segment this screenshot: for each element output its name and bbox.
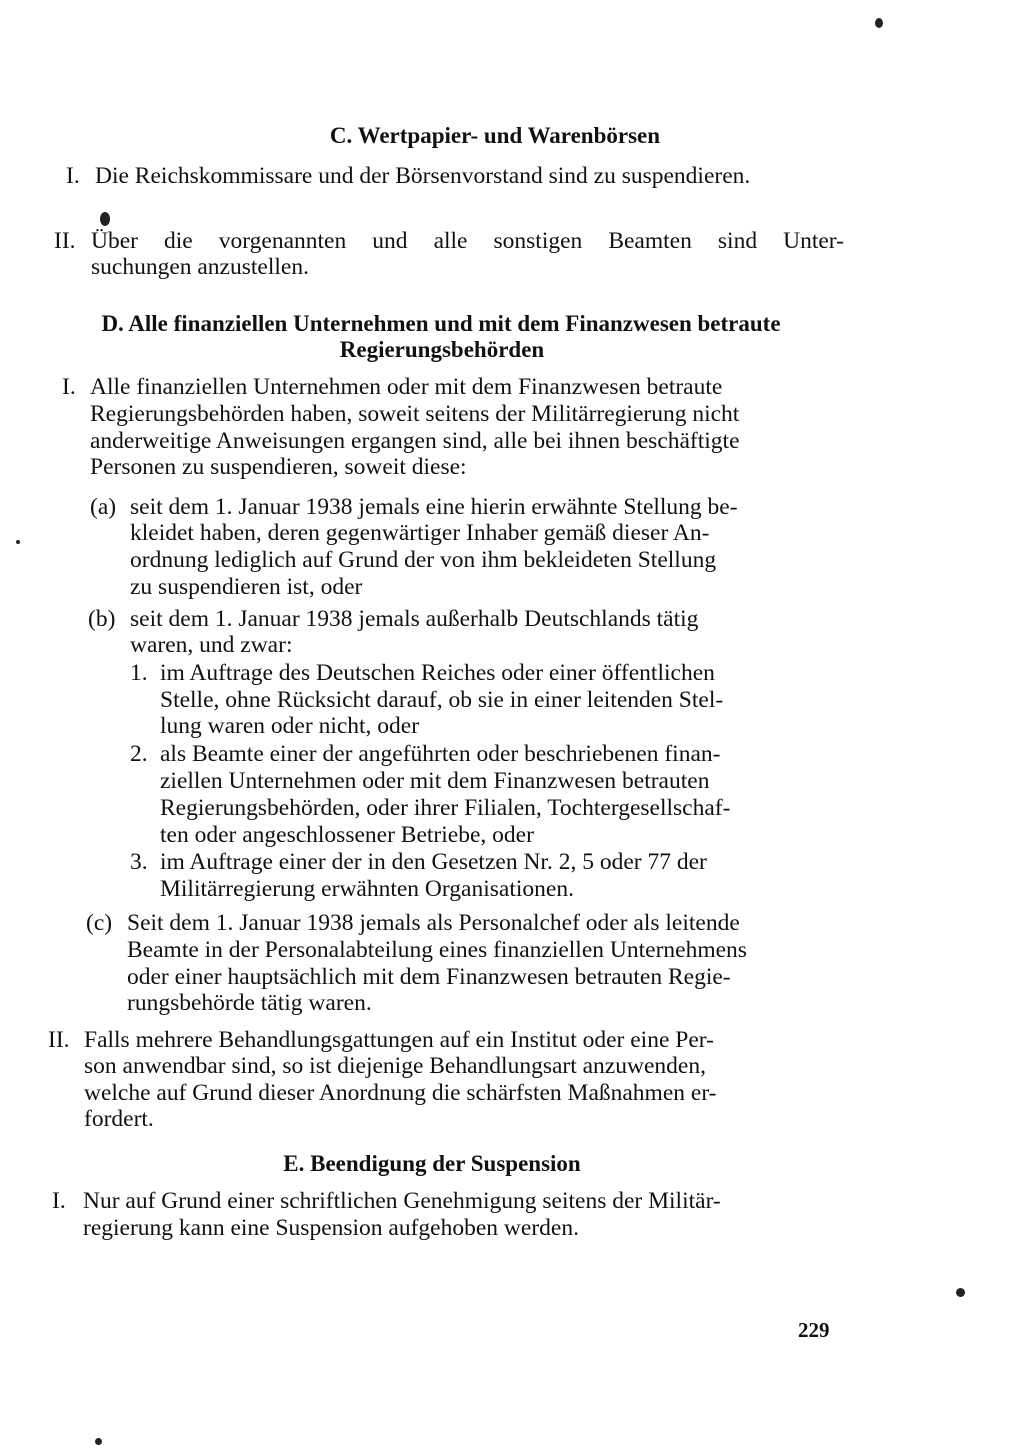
- subitem-a-label: (a): [90, 494, 117, 520]
- word: Über: [91, 228, 138, 254]
- section-c-item-2-number: II.: [54, 228, 76, 254]
- section-d-item-1-line-2: Regierungsbehörden haben, soweit seitens der Militärregierung nicht: [90, 401, 740, 427]
- scan-speck: [95, 1438, 102, 1445]
- subitem-a-line-3: ordnung lediglich auf Grund der von ihm bekleideten Stellung: [130, 547, 717, 573]
- subitem-b-3-number: 3.: [130, 849, 148, 875]
- page-number: 229: [798, 1318, 830, 1342]
- section-d-item-1-line-3: anderweitige Anweisungen ergangen sind, alle bei ihnen beschäftigte: [90, 428, 740, 454]
- section-d-heading-line-2: Regierungsbehörden: [339, 337, 545, 362]
- word: vorgenannten: [218, 228, 347, 254]
- section-d-item-2-line-1: Falls mehrere Behandlungsgattungen auf ein Institut oder eine Per-: [84, 1027, 714, 1053]
- section-d-item-1-line-4: Personen zu suspendieren, soweit diese:: [90, 454, 467, 480]
- section-e-heading: E. Beendigung der Suspension: [283, 1151, 581, 1176]
- subitem-b-2-line-1: als Beamte einer der angeführten oder beschriebenen finan-: [160, 741, 721, 767]
- section-d-item-1-number: I.: [62, 374, 76, 400]
- section-e-item-1-line-2: regierung kann eine Suspension aufgehoben werden.: [83, 1215, 579, 1241]
- subitem-a-line-2: kleidet haben, deren gegenwärtiger Inhaber gemäß dieser An-: [130, 520, 710, 546]
- subitem-a-line-4: zu suspendieren ist, oder: [130, 574, 363, 600]
- subitem-b-3-line-2: Militärregierung erwähnten Organisationen.: [160, 876, 574, 902]
- word: alle: [433, 228, 468, 254]
- section-c-item-1-line-1: Die Reichskommissare und der Börsenvorstand sind zu suspendieren.: [95, 163, 751, 189]
- section-d-item-2-line-3: welche auf Grund dieser Anordnung die schärfsten Maßnahmen er-: [84, 1080, 717, 1106]
- subitem-b-2-line-2: ziellen Unternehmen oder mit dem Finanzwesen betrauten: [160, 768, 710, 794]
- scan-speck: [956, 1288, 965, 1297]
- subitem-c-label: (c): [86, 910, 113, 936]
- subitem-b-1-number: 1.: [130, 660, 148, 686]
- word: Beamten: [608, 228, 692, 254]
- subitem-b-1-line-1: im Auftrage des Deutschen Reiches oder einer öffentlichen: [160, 660, 715, 686]
- subitem-c-line-4: rungsbehörde tätig waren.: [127, 990, 372, 1016]
- subitem-c-line-1: Seit dem 1. Januar 1938 jemals als Personalchef oder als leitende: [127, 910, 740, 936]
- section-d-item-2-line-2: son anwendbar sind, so ist diejenige Behandlungsart anzuwenden,: [84, 1053, 706, 1079]
- scan-speck: [875, 18, 883, 28]
- subitem-c-line-2: Beamte in der Personalabteilung eines finanziellen Unternehmens: [127, 937, 747, 963]
- subitem-b-line-2: waren, und zwar:: [130, 632, 293, 658]
- section-d-item-2-line-4: fordert.: [84, 1106, 154, 1132]
- section-d-item-1-line-1: Alle finanziellen Unternehmen oder mit dem Finanzwesen betraute: [90, 374, 723, 400]
- section-c-item-1-number: I.: [66, 163, 80, 189]
- section-e-item-1-number: I.: [52, 1188, 66, 1214]
- subitem-b-1-line-3: lung waren oder nicht, oder: [160, 713, 420, 739]
- subitem-b-3-line-1: im Auftrage einer der in den Gesetzen Nr. 2, 5 oder 77 der: [160, 849, 707, 875]
- word: Unter-: [783, 228, 844, 254]
- scan-speck: [16, 540, 20, 544]
- section-d-heading-line-1: D. Alle finanziellen Unternehmen und mit dem Finanzwesen betraute: [101, 311, 781, 336]
- word: und: [372, 228, 408, 254]
- section-e-item-1-line-1: Nur auf Grund einer schriftlichen Genehmigung seitens der Militär-: [83, 1188, 721, 1214]
- section-c-item-2-line-2: suchungen anzustellen.: [91, 254, 309, 280]
- subitem-b-2-line-3: Regierungsbehörden, oder ihrer Filialen, Tochtergesellschaf-: [160, 795, 731, 821]
- subitem-a-line-1: seit dem 1. Januar 1938 jemals eine hierin erwähnte Stellung be-: [130, 494, 738, 520]
- section-c-heading: C. Wertpapier- und Warenbörsen: [329, 123, 661, 148]
- subitem-b-1-line-2: Stelle, ohne Rücksicht darauf, ob sie in einer leitenden Stel-: [160, 687, 724, 713]
- word: sind: [717, 228, 758, 254]
- section-c-item-2-line-1: [91, 228, 844, 255]
- word: die: [164, 228, 193, 254]
- subitem-b-2-number: 2.: [130, 741, 148, 767]
- subitem-b-label: (b): [88, 606, 116, 632]
- subitem-c-line-3: oder einer hauptsächlich mit dem Finanzwesen betrauten Regie-: [127, 964, 731, 990]
- section-d-item-2-number: II.: [48, 1027, 70, 1053]
- subitem-b-2-line-4: ten oder angeschlossener Betriebe, oder: [160, 822, 534, 848]
- subitem-b-line-1: seit dem 1. Januar 1938 jemals außerhalb Deutschlands tätig: [130, 606, 699, 632]
- scan-speck: [100, 212, 110, 226]
- word: sonstigen: [493, 228, 583, 254]
